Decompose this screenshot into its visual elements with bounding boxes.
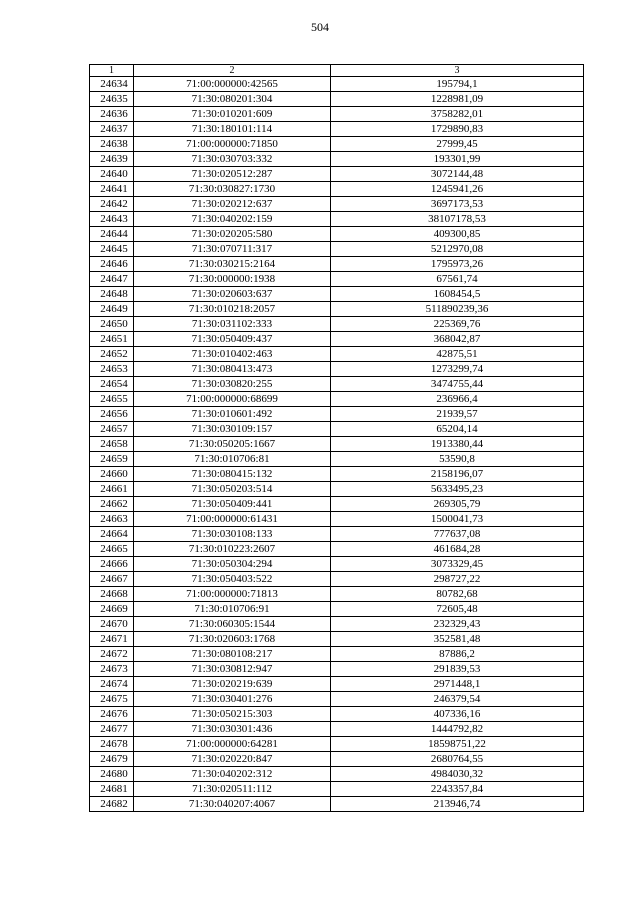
table-row [90,227,584,242]
table-row [90,692,584,707]
table-row [90,272,584,287]
value: 1795973,26 [331,257,584,272]
row-number: 24665 [90,542,134,557]
table-row [90,782,584,797]
cadastral-number: 71:30:031102:333 [134,317,331,332]
cadastral-number: 71:30:010402:463 [134,347,331,362]
value: 53590,8 [331,452,584,467]
cadastral-number: 71:30:020219:639 [134,677,331,692]
value: 5633495,23 [331,482,584,497]
table-row [90,347,584,362]
table-row [90,647,584,662]
value: 269305,79 [331,497,584,512]
value: 3697173,53 [331,197,584,212]
row-number: 24637 [90,122,134,137]
cadastral-number: 71:30:080415:132 [134,467,331,482]
row-number: 24636 [90,107,134,122]
cadastral-number: 71:30:020220:847 [134,752,331,767]
row-number: 24682 [90,797,134,812]
table-row [90,512,584,527]
table-row [90,617,584,632]
cadastral-number: 71:00:000000:71850 [134,137,331,152]
cadastral-number: 71:00:000000:71813 [134,587,331,602]
cadastral-number: 71:30:030820:255 [134,377,331,392]
table-row [90,392,584,407]
value: 42875,51 [331,347,584,362]
value: 193301,99 [331,152,584,167]
cadastral-number: 71:30:010223:2607 [134,542,331,557]
table-row [90,137,584,152]
row-number: 24649 [90,302,134,317]
row-number: 24656 [90,407,134,422]
cadastral-number: 71:30:030108:133 [134,527,331,542]
value: 2971448,1 [331,677,584,692]
value: 3072144,48 [331,167,584,182]
cadastral-number: 71:00:000000:64281 [134,737,331,752]
value: 1913380,44 [331,437,584,452]
table-row [90,122,584,137]
row-number: 24662 [90,497,134,512]
row-number: 24635 [90,92,134,107]
cadastral-number: 71:30:030215:2164 [134,257,331,272]
value: 352581,48 [331,632,584,647]
cadastral-number: 71:30:050409:441 [134,497,331,512]
cadastral-number: 71:30:050304:294 [134,557,331,572]
cadastral-number: 71:30:010706:91 [134,602,331,617]
value: 225369,76 [331,317,584,332]
table-row [90,482,584,497]
table-row [90,602,584,617]
value: 38107178,53 [331,212,584,227]
cadastral-number: 71:30:030812:947 [134,662,331,677]
table-row [90,77,584,92]
value: 72605,48 [331,602,584,617]
table-row [90,767,584,782]
row-number: 24653 [90,362,134,377]
row-number: 24647 [90,272,134,287]
column-header-3: 3 [331,65,584,77]
table-row [90,527,584,542]
value: 2243357,84 [331,782,584,797]
row-number: 24671 [90,632,134,647]
cadastral-number: 71:30:020212:637 [134,197,331,212]
value: 67561,74 [331,272,584,287]
cadastral-number: 71:30:080108:217 [134,647,331,662]
cadastral-number: 71:30:020512:287 [134,167,331,182]
cadastral-number: 71:30:050403:522 [134,572,331,587]
cadastral-number: 71:30:050203:514 [134,482,331,497]
table-row [90,587,584,602]
value: 291839,53 [331,662,584,677]
cadastral-number: 71:30:040202:159 [134,212,331,227]
table-row [90,242,584,257]
cadastral-number: 71:30:030703:332 [134,152,331,167]
table-row [90,377,584,392]
row-number: 24678 [90,737,134,752]
cadastral-number: 71:30:050205:1667 [134,437,331,452]
row-number: 24674 [90,677,134,692]
row-number: 24660 [90,467,134,482]
table-row [90,797,584,812]
cadastral-number: 71:30:010218:2057 [134,302,331,317]
value: 1273299,74 [331,362,584,377]
table-row [90,437,584,452]
row-number: 24644 [90,227,134,242]
row-number: 24639 [90,152,134,167]
row-number: 24667 [90,572,134,587]
table-row [90,677,584,692]
table-row [90,422,584,437]
row-number: 24646 [90,257,134,272]
cadastral-number: 71:30:030109:157 [134,422,331,437]
value: 1729890,83 [331,122,584,137]
row-number: 24654 [90,377,134,392]
cadastral-number: 71:30:070711:317 [134,242,331,257]
row-number: 24642 [90,197,134,212]
table-row [90,737,584,752]
row-number: 24676 [90,707,134,722]
cadastral-number: 71:30:040202:312 [134,767,331,782]
value: 3073329,45 [331,557,584,572]
row-number: 24645 [90,242,134,257]
cadastral-number: 71:30:050215:303 [134,707,331,722]
row-number: 24634 [90,77,134,92]
cadastral-number: 71:30:040207:4067 [134,797,331,812]
value: 18598751,22 [331,737,584,752]
page-number: 504 [311,20,329,34]
cadastral-number: 71:30:020603:1768 [134,632,331,647]
table-row [90,557,584,572]
cadastral-number: 71:30:020603:637 [134,287,331,302]
table-row [90,662,584,677]
value: 87886,2 [331,647,584,662]
row-number: 24661 [90,482,134,497]
table-row [90,452,584,467]
table-row [90,212,584,227]
value: 777637,08 [331,527,584,542]
table-row [90,287,584,302]
value: 80782,68 [331,587,584,602]
table-row [90,722,584,737]
row-number: 24672 [90,647,134,662]
value: 236966,4 [331,392,584,407]
row-number: 24666 [90,557,134,572]
value: 232329,43 [331,617,584,632]
row-number: 24663 [90,512,134,527]
row-number: 24677 [90,722,134,737]
column-header-1: 1 [90,65,134,77]
value: 1228981,09 [331,92,584,107]
table-row [90,362,584,377]
value: 368042,87 [331,332,584,347]
cadastral-number: 71:30:050409:437 [134,332,331,347]
row-number: 24650 [90,317,134,332]
row-number: 24681 [90,782,134,797]
table-row [90,92,584,107]
value: 407336,16 [331,707,584,722]
cadastral-number: 71:30:020205:580 [134,227,331,242]
table-row [90,182,584,197]
cadastral-number: 71:30:020511:112 [134,782,331,797]
row-number: 24679 [90,752,134,767]
row-number: 24668 [90,587,134,602]
cadastral-number: 71:30:010706:81 [134,452,331,467]
cadastral-number: 71:30:010601:492 [134,407,331,422]
cadastral-number: 71:30:030301:436 [134,722,331,737]
table-row [90,167,584,182]
value: 1245941,26 [331,182,584,197]
value: 213946,74 [331,797,584,812]
row-number: 24670 [90,617,134,632]
row-number: 24657 [90,422,134,437]
table-row [90,257,584,272]
table-row [90,572,584,587]
table-row [90,317,584,332]
cadastral-number: 71:30:030401:276 [134,692,331,707]
value: 195794,1 [331,77,584,92]
value: 27999,45 [331,137,584,152]
table-row [90,497,584,512]
value: 511890239,36 [331,302,584,317]
value: 2158196,07 [331,467,584,482]
cadastral-number: 71:30:080413:473 [134,362,331,377]
table-row [90,542,584,557]
table-row [90,152,584,167]
value: 461684,28 [331,542,584,557]
value: 3758282,01 [331,107,584,122]
table-row [90,407,584,422]
value: 1444792,82 [331,722,584,737]
table-row [90,302,584,317]
row-number: 24664 [90,527,134,542]
row-number: 24641 [90,182,134,197]
row-number: 24651 [90,332,134,347]
value: 5212970,08 [331,242,584,257]
table-body [90,77,584,812]
row-number: 24659 [90,452,134,467]
row-number: 24669 [90,602,134,617]
value: 409300,85 [331,227,584,242]
value: 3474755,44 [331,377,584,392]
cadastral-number: 71:30:080201:304 [134,92,331,107]
row-number: 24652 [90,347,134,362]
value: 246379,54 [331,692,584,707]
table-row [90,467,584,482]
value: 1608454,5 [331,287,584,302]
value: 2680764,55 [331,752,584,767]
row-number: 24640 [90,167,134,182]
cadastral-number: 71:00:000000:68699 [134,392,331,407]
value: 65204,14 [331,422,584,437]
row-number: 24680 [90,767,134,782]
table-row [90,107,584,122]
row-number: 24638 [90,137,134,152]
row-number: 24643 [90,212,134,227]
cadastral-number: 71:30:060305:1544 [134,617,331,632]
value: 4984030,32 [331,767,584,782]
table-header [90,65,584,77]
data-table [89,64,584,812]
table-row [90,752,584,767]
row-number: 24648 [90,287,134,302]
row-number: 24655 [90,392,134,407]
column-header-2: 2 [134,65,331,77]
value: 298727,22 [331,572,584,587]
table-row [90,332,584,347]
value: 21939,57 [331,407,584,422]
table-row [90,707,584,722]
row-number: 24658 [90,437,134,452]
value: 1500041,73 [331,512,584,527]
cadastral-number: 71:30:180101:114 [134,122,331,137]
cadastral-number: 71:30:010201:609 [134,107,331,122]
cadastral-number: 71:00:000000:61431 [134,512,331,527]
cadastral-number: 71:30:000000:1938 [134,272,331,287]
row-number: 24673 [90,662,134,677]
row-number: 24675 [90,692,134,707]
table-row [90,197,584,212]
cadastral-number: 71:30:030827:1730 [134,182,331,197]
table-row [90,632,584,647]
cadastral-number: 71:00:000000:42565 [134,77,331,92]
header-row [90,65,584,77]
